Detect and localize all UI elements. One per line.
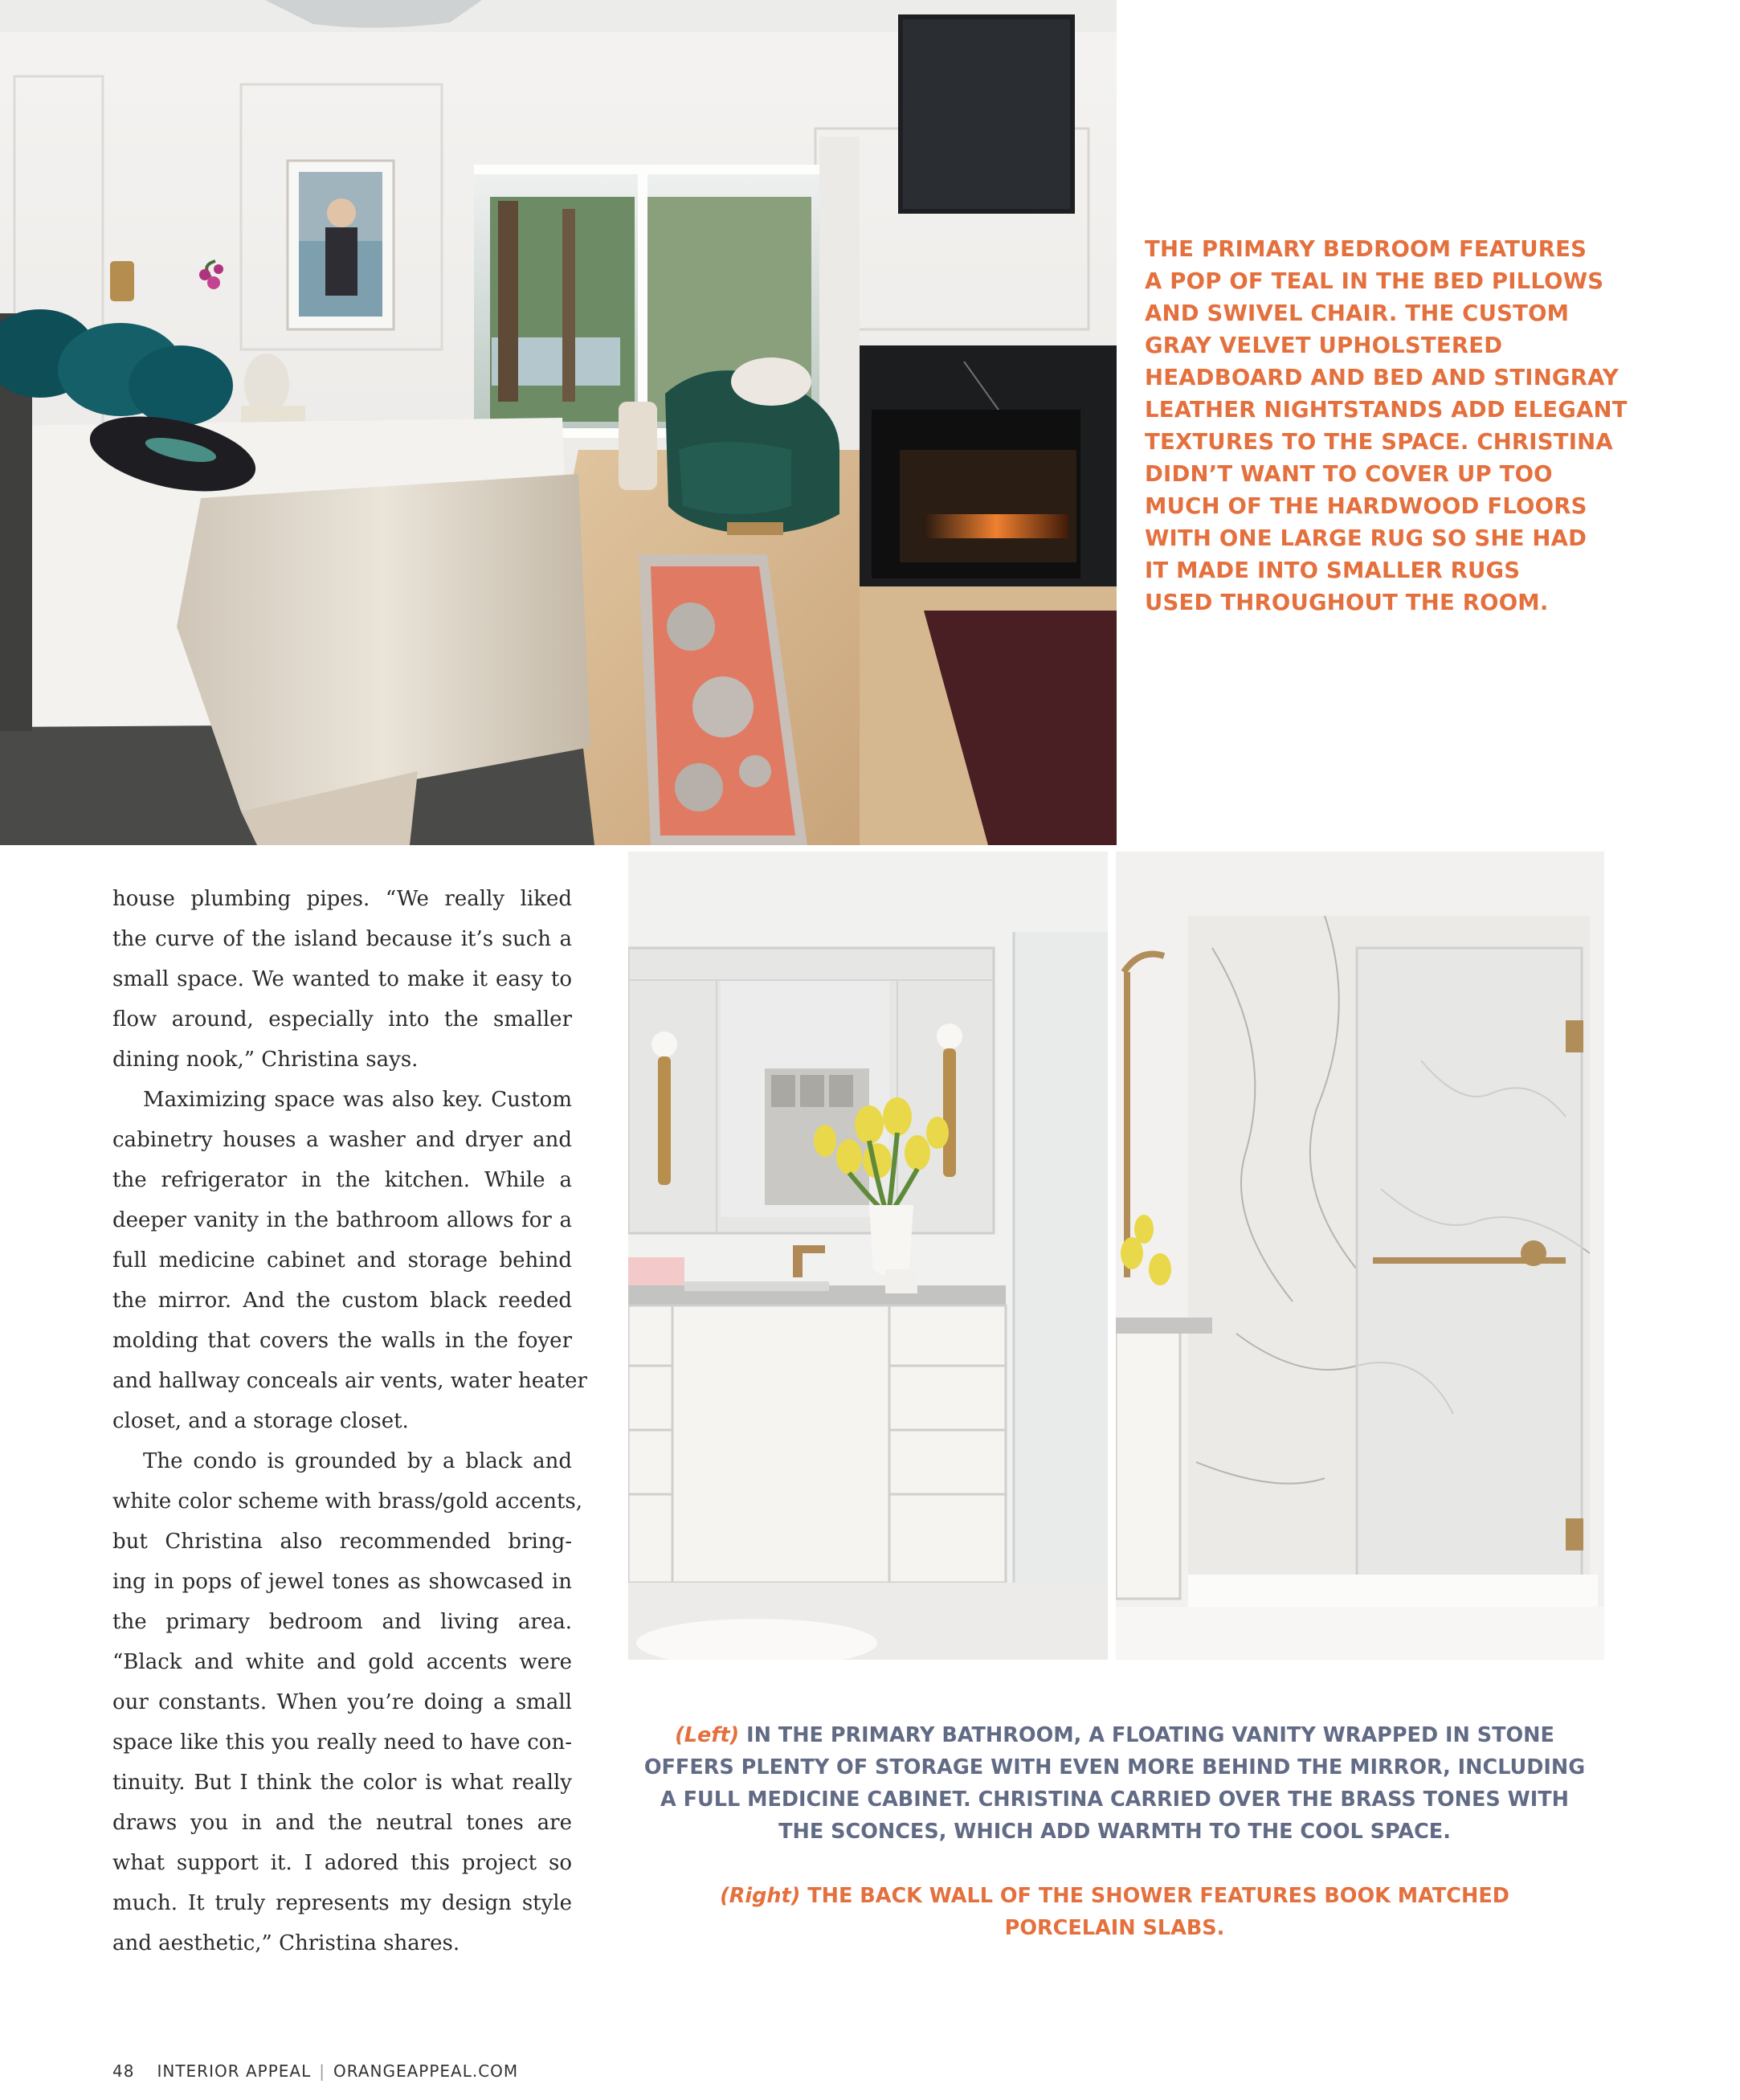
caption-line bbox=[627, 1880, 1603, 1912]
caption-line: A POP OF TEAL IN THE BED PILLOWS bbox=[1145, 268, 1604, 294]
left-photo-caption bbox=[627, 1719, 1603, 1848]
body-line: closet, and a storage closet. bbox=[112, 1409, 409, 1433]
body-line: draws you in and the neutral tones are bbox=[112, 1811, 572, 1835]
body-line: ing in pops of jewel tones as showcased in bbox=[112, 1570, 572, 1594]
publication-section: INTERIOR APPEAL bbox=[157, 2061, 312, 2081]
caption-line: LEATHER NIGHTSTANDS ADD ELEGANT bbox=[1145, 397, 1628, 423]
caption-line: WITH ONE LARGE RUG SO SHE HAD bbox=[1145, 525, 1587, 551]
body-line: our constants. When you’re doing a small bbox=[112, 1690, 572, 1714]
body-line: the curve of the island because it’s such a bbox=[112, 927, 572, 951]
body-line: white color scheme with brass/gold accents, bbox=[112, 1489, 583, 1514]
article-body bbox=[112, 879, 587, 1963]
bedroom-illustration bbox=[0, 0, 1117, 845]
caption-line: THE SCONCES, WHICH ADD WARMTH TO THE COOL SPACE. bbox=[778, 1820, 1451, 1844]
bedroom-photo bbox=[0, 0, 1117, 845]
body-line: “Black and white and gold accents were bbox=[112, 1650, 572, 1674]
body-line: much. It truly represents my design style bbox=[112, 1891, 572, 1915]
caption-line: USED THROUGHOUT THE ROOM. bbox=[1145, 590, 1549, 615]
body-line: but Christina also recommended bring- bbox=[112, 1530, 572, 1554]
body-line: house plumbing pipes. “We really liked bbox=[112, 887, 572, 911]
caption-right-tag: (Right) bbox=[720, 1884, 801, 1908]
body-line: and hallway conceals air vents, water heater bbox=[112, 1369, 587, 1393]
body-line: and aesthetic,” Christina shares. bbox=[112, 1931, 460, 1955]
body-line: space like this you really need to have con- bbox=[112, 1730, 572, 1755]
shower-illustration bbox=[1116, 852, 1604, 1660]
caption-line: A FULL MEDICINE CABINET. CHRISTINA CARRIED OVER THE BRASS TONES WITH bbox=[660, 1787, 1570, 1812]
body-line: The condo is grounded by a black and bbox=[143, 1449, 572, 1473]
vanity-illustration bbox=[628, 852, 1108, 1660]
body-line: flow around, especially into the smaller bbox=[112, 1007, 572, 1032]
caption-left-tag: (Left) bbox=[675, 1723, 740, 1747]
footer-separator: | bbox=[319, 2061, 325, 2081]
body-line: cabinetry houses a washer and dryer and bbox=[112, 1128, 572, 1152]
caption-text: THE BACK WALL OF THE SHOWER FEATURES BOOK MATCHED bbox=[800, 1884, 1509, 1908]
website-url: ORANGEAPPEAL.COM bbox=[333, 2061, 519, 2081]
caption-text: IN THE PRIMARY BATHROOM, A FLOATING VANITY WRAPPED IN STONE bbox=[739, 1723, 1554, 1747]
body-line: small space. We wanted to make it easy to bbox=[112, 967, 572, 991]
body-line: Maximizing space was also key. Custom bbox=[143, 1088, 572, 1112]
body-line: the refrigerator in the kitchen. While a bbox=[112, 1168, 572, 1192]
caption-line: HEADBOARD AND BED AND STINGRAY bbox=[1145, 365, 1620, 390]
page-footer bbox=[112, 2061, 518, 2081]
body-line: what support it. I adored this project so bbox=[112, 1851, 572, 1875]
bedroom-caption bbox=[1145, 233, 1707, 619]
caption-line: MUCH OF THE HARDWOOD FLOORS bbox=[1145, 493, 1587, 519]
body-line: the mirror. And the custom black reeded bbox=[112, 1289, 572, 1313]
bathroom-vanity-photo bbox=[628, 852, 1108, 1660]
caption-line bbox=[627, 1719, 1603, 1751]
body-line: molding that covers the walls in the foyer bbox=[112, 1329, 572, 1353]
shower-photo bbox=[1116, 852, 1604, 1660]
caption-line: TEXTURES TO THE SPACE. CHRISTINA bbox=[1145, 429, 1613, 455]
caption-line: OFFERS PLENTY OF STORAGE WITH EVEN MORE BEHIND THE MIRROR, INCLUDING bbox=[643, 1755, 1586, 1779]
body-line: the primary bedroom and living area. bbox=[112, 1610, 572, 1634]
caption-line: DIDN’T WANT TO COVER UP TOO bbox=[1145, 461, 1553, 487]
page-number: 48 bbox=[112, 2061, 135, 2081]
body-line: dining nook,” Christina says. bbox=[112, 1048, 419, 1072]
body-line: deeper vanity in the bathroom allows for a bbox=[112, 1208, 572, 1232]
body-line: full medicine cabinet and storage behind bbox=[112, 1248, 572, 1273]
caption-line: IT MADE INTO SMALLER RUGS bbox=[1145, 558, 1521, 583]
caption-line: THE PRIMARY BEDROOM FEATURES bbox=[1145, 236, 1587, 262]
caption-line: AND SWIVEL CHAIR. THE CUSTOM bbox=[1145, 300, 1570, 326]
caption-line: GRAY VELVET UPHOLSTERED bbox=[1145, 333, 1503, 358]
right-photo-caption bbox=[627, 1880, 1603, 1944]
caption-line: PORCELAIN SLABS. bbox=[1004, 1916, 1225, 1940]
body-line: tinuity. But I think the color is what really bbox=[112, 1771, 572, 1795]
